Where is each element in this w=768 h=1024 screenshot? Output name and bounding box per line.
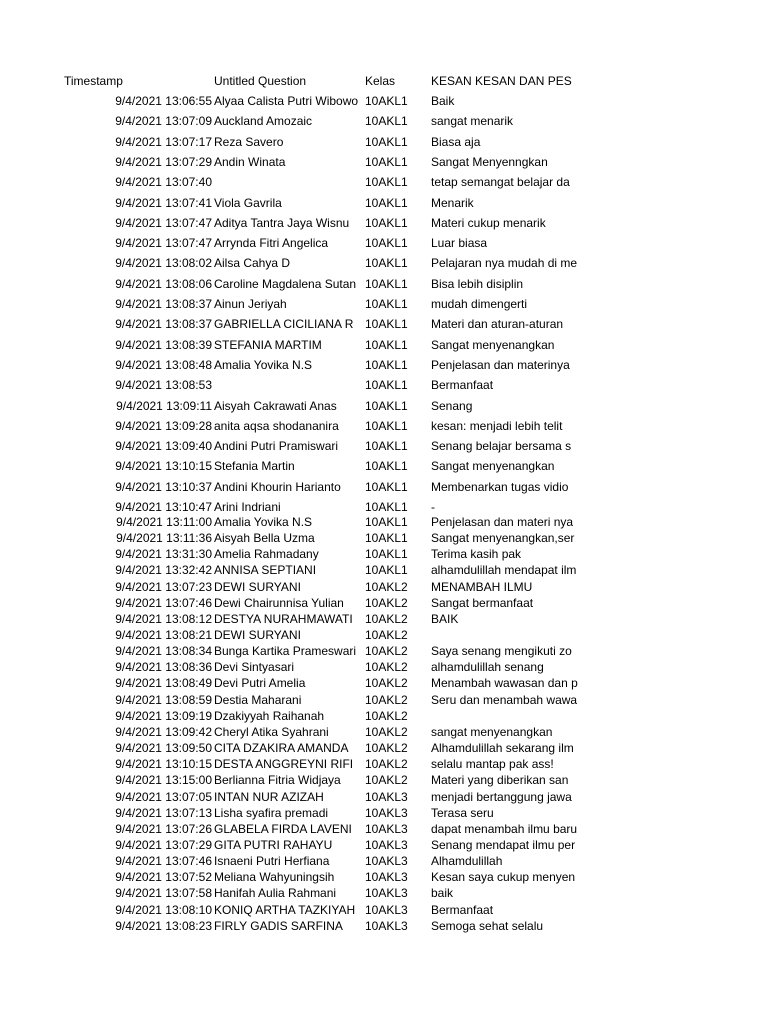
- cell-name: Ailsa Cahya D: [214, 256, 291, 270]
- cell-name: FIRLY GADIS SARFINA: [214, 919, 343, 933]
- cell-kesan: Sangat bermanfaat: [431, 596, 534, 610]
- cell-timestamp: 9/4/2021 13:07:26: [115, 822, 212, 836]
- cell-kelas: 10AKL1: [365, 317, 408, 331]
- cell-name: DEWI SURYANI: [214, 628, 301, 642]
- cell-name: Amalia Yovika N.S: [214, 358, 313, 372]
- cell-kelas: 10AKL1: [365, 419, 408, 433]
- header-timestamp: Timestamp: [64, 74, 123, 88]
- cell-timestamp: 9/4/2021 13:08:34: [115, 644, 212, 658]
- cell-kelas: 10AKL3: [365, 822, 408, 836]
- cell-name: Dewi Chairunnisa Yulian: [214, 596, 344, 610]
- cell-name: Viola Gavrila: [214, 196, 282, 210]
- cell-name: Cheryl Atika Syahrani: [214, 725, 329, 739]
- cell-timestamp: 9/4/2021 13:32:42: [115, 563, 212, 577]
- cell-timestamp: 9/4/2021 13:15:00: [115, 773, 212, 787]
- cell-kelas: 10AKL3: [365, 854, 408, 868]
- cell-kesan: menjadi bertanggung jawa: [431, 790, 572, 804]
- cell-kesan: mudah dimengerti: [431, 297, 528, 311]
- cell-name: INTAN NUR AZIZAH: [214, 790, 324, 804]
- cell-timestamp: 9/4/2021 13:09:50: [115, 741, 212, 755]
- cell-kesan: Terasa seru: [431, 806, 494, 820]
- header-untitled-question: Untitled Question: [214, 74, 307, 88]
- cell-kesan: Menambah wawasan dan p: [431, 676, 578, 690]
- cell-kesan: Baik: [431, 94, 455, 108]
- cell-kelas: 10AKL3: [365, 838, 408, 852]
- cell-kesan: sangat menarik: [431, 114, 514, 128]
- cell-name: GITA PUTRI RAHAYU: [214, 838, 333, 852]
- cell-timestamp: 9/4/2021 13:08:02: [115, 256, 212, 270]
- header-kelas: Kelas: [365, 74, 396, 88]
- cell-timestamp: 9/4/2021 13:07:46: [115, 854, 212, 868]
- cell-name: Hanifah Aulia Rahmani: [214, 886, 337, 900]
- cell-kesan: MENAMBAH ILMU: [431, 580, 533, 594]
- cell-name: DEWI SURYANI: [214, 580, 301, 594]
- cell-name: Andini Khourin Harianto: [214, 480, 341, 494]
- cell-kelas: 10AKL1: [365, 236, 408, 250]
- cell-kesan: alhamdulillah senang: [431, 660, 544, 674]
- cell-kesan: Alhamdulillah sekarang ilm: [431, 741, 574, 755]
- cell-kelas: 10AKL1: [365, 531, 408, 545]
- cell-timestamp: 9/4/2021 13:11:36: [116, 531, 212, 545]
- cell-kelas: 10AKL2: [365, 660, 408, 674]
- cell-name: Devi Putri Amelia: [214, 676, 306, 690]
- cell-timestamp: 9/4/2021 13:31:30: [115, 547, 212, 561]
- cell-kesan: Sangat menyenangkan,ser: [431, 531, 575, 545]
- cell-timestamp: 9/4/2021 13:09:42: [115, 725, 212, 739]
- cell-kelas: 10AKL2: [365, 676, 408, 690]
- cell-kelas: 10AKL1: [365, 399, 408, 413]
- cell-kelas: 10AKL2: [365, 773, 408, 787]
- cell-name: Andini Putri Pramiswari: [214, 439, 339, 453]
- cell-kelas: 10AKL3: [365, 790, 408, 804]
- cell-kelas: 10AKL1: [365, 563, 408, 577]
- cell-name: Amalia Yovika N.S: [214, 515, 313, 529]
- cell-kesan: Sangat Menyenngkan: [431, 155, 548, 169]
- cell-name: Aisyah Cakrawati Anas: [214, 399, 337, 413]
- cell-timestamp: 9/4/2021 13:07:47: [115, 236, 212, 250]
- cell-kelas: 10AKL1: [365, 378, 408, 392]
- cell-kelas: 10AKL2: [365, 741, 408, 755]
- cell-kelas: 10AKL1: [365, 175, 408, 189]
- header-kesan: KESAN KESAN DAN PES: [431, 74, 572, 88]
- cell-kelas: 10AKL1: [365, 256, 408, 270]
- cell-kesan: Biasa aja: [431, 135, 481, 149]
- cell-kesan: selalu mantap pak ass!: [431, 757, 554, 771]
- cell-name: Arini Indriani: [214, 500, 281, 514]
- cell-timestamp: 9/4/2021 13:07:46: [115, 596, 212, 610]
- cell-kesan: Senang belajar bersama s: [431, 439, 572, 453]
- cell-kesan: sangat menyenangkan: [431, 725, 553, 739]
- cell-name: Berlianna Fitria Widjaya: [214, 773, 341, 787]
- cell-timestamp: 9/4/2021 13:08:10: [115, 903, 212, 917]
- cell-name: Isnaeni Putri Herfiana: [214, 854, 330, 868]
- cell-timestamp: 9/4/2021 13:08:53: [115, 378, 212, 392]
- cell-timestamp: 9/4/2021 13:07:52: [115, 870, 212, 884]
- cell-kelas: 10AKL1: [365, 277, 408, 291]
- cell-timestamp: 9/4/2021 13:08:23: [115, 919, 212, 933]
- cell-name: KONIQ ARTHA TAZKIYAH: [214, 903, 356, 917]
- cell-name: Destia Maharani: [214, 693, 302, 707]
- cell-kelas: 10AKL2: [365, 628, 408, 642]
- cell-timestamp: 9/4/2021 13:07:41: [115, 196, 212, 210]
- cell-kelas: 10AKL1: [365, 297, 408, 311]
- cell-name: Arrynda Fitri Angelica: [214, 236, 329, 250]
- cell-kelas: 10AKL2: [365, 725, 408, 739]
- cell-name: Andin Winata: [214, 155, 286, 169]
- cell-kelas: 10AKL1: [365, 155, 408, 169]
- cell-timestamp: 9/4/2021 13:08:49: [115, 676, 212, 690]
- cell-name: DESTYA NURAHMAWATI: [214, 612, 353, 626]
- cell-kelas: 10AKL2: [365, 709, 408, 723]
- cell-timestamp: 9/4/2021 13:08:39: [115, 338, 212, 352]
- cell-name: GLABELA FIRDA LAVENI: [214, 822, 352, 836]
- cell-timestamp: 9/4/2021 13:07:13: [115, 806, 212, 820]
- cell-kesan: tetap semangat belajar da: [431, 175, 570, 189]
- cell-timestamp: 9/4/2021 13:10:15: [115, 459, 212, 473]
- cell-timestamp: 9/4/2021 13:07:29: [115, 155, 212, 169]
- cell-timestamp: 9/4/2021 13:07:23: [115, 580, 212, 594]
- cell-kelas: 10AKL1: [365, 358, 408, 372]
- cell-kesan: Kesan saya cukup menyen: [431, 870, 576, 884]
- cell-kesan: Membenarkan tugas vidio: [431, 480, 569, 494]
- cell-timestamp: 9/4/2021 13:10:37: [115, 480, 212, 494]
- cell-name: Auckland Amozaic: [214, 114, 313, 128]
- cell-name: Caroline Magdalena Sutan: [214, 277, 357, 291]
- cell-kesan: Penjelasan dan materi nya: [431, 515, 574, 529]
- cell-kesan: Materi yang diberikan san: [431, 773, 569, 787]
- cell-kesan: Menarik: [431, 196, 474, 210]
- cell-kelas: 10AKL1: [365, 480, 408, 494]
- cell-timestamp: 9/4/2021 13:09:28: [115, 419, 212, 433]
- cell-name: CITA DZAKIRA AMANDA: [214, 741, 349, 755]
- cell-kesan: Penjelasan dan materinya: [431, 358, 570, 372]
- cell-name: Stefania Martin: [214, 459, 295, 473]
- cell-timestamp: 9/4/2021 13:07:05: [115, 790, 212, 804]
- cell-name: GABRIELLA CICILIANA R: [214, 317, 354, 331]
- cell-kelas: 10AKL1: [365, 459, 408, 473]
- cell-kesan: Saya senang mengikuti zo: [431, 644, 572, 658]
- cell-timestamp: 9/4/2021 13:08:48: [115, 358, 212, 372]
- cell-name: Meliana Wahyuningsih: [214, 870, 335, 884]
- cell-timestamp: 9/4/2021 13:07:58: [115, 886, 212, 900]
- cell-kesan: Senang: [431, 399, 473, 413]
- cell-kelas: 10AKL1: [365, 135, 408, 149]
- cell-name: Aditya Tantra Jaya Wisnu: [214, 216, 350, 230]
- cell-kelas: 10AKL2: [365, 596, 408, 610]
- cell-timestamp: 9/4/2021 13:09:19: [115, 709, 212, 723]
- cell-kelas: 10AKL3: [365, 806, 408, 820]
- cell-kesan: Materi cukup menarik: [431, 216, 546, 230]
- cell-kesan: Seru dan menambah wawa: [431, 693, 578, 707]
- cell-timestamp: 9/4/2021 13:09:40: [115, 439, 212, 453]
- cell-name: Reza Savero: [214, 135, 284, 149]
- cell-name: anita aqsa shodananira: [214, 419, 339, 433]
- cell-name: Dzakiyyah Raihanah: [214, 709, 325, 723]
- cell-kelas: 10AKL2: [365, 757, 408, 771]
- cell-name: Devi Sintyasari: [214, 660, 295, 674]
- cell-timestamp: 9/4/2021 13:08:21: [115, 628, 212, 642]
- cell-kesan: -: [431, 500, 435, 514]
- cell-kelas: 10AKL3: [365, 886, 408, 900]
- cell-name: Bunga Kartika Prameswari: [214, 644, 357, 658]
- cell-kelas: 10AKL2: [365, 612, 408, 626]
- cell-timestamp: 9/4/2021 13:10:15: [115, 757, 212, 771]
- cell-timestamp: 9/4/2021 13:07:09: [115, 114, 212, 128]
- cell-kelas: 10AKL1: [365, 547, 408, 561]
- cell-name: Alyaa Calista Putri Wibowo: [214, 94, 359, 108]
- cell-kelas: 10AKL1: [365, 500, 408, 514]
- cell-timestamp: 9/4/2021 13:08:36: [115, 660, 212, 674]
- cell-kesan: Terima kasih pak: [431, 547, 522, 561]
- cell-kesan: Semoga sehat selalu: [431, 919, 544, 933]
- cell-kesan: Materi dan aturan-aturan: [431, 317, 564, 331]
- cell-kesan: Sangat menyenangkan: [431, 459, 555, 473]
- cell-timestamp: 9/4/2021 13:08:06: [115, 277, 212, 291]
- cell-name: Aisyah Bella Uzma: [214, 531, 315, 545]
- cell-timestamp: 9/4/2021 13:08:37: [115, 317, 212, 331]
- cell-kelas: 10AKL1: [365, 515, 408, 529]
- cell-kesan: alhamdulillah mendapat ilm: [431, 563, 577, 577]
- cell-kesan: Bermanfaat: [431, 378, 494, 392]
- cell-timestamp: 9/4/2021 13:07:47: [115, 216, 212, 230]
- cell-kelas: 10AKL3: [365, 919, 408, 933]
- cell-kesan: BAIK: [431, 612, 459, 626]
- cell-kelas: 10AKL1: [365, 196, 408, 210]
- cell-timestamp: 9/4/2021 13:06:55: [115, 94, 212, 108]
- cell-kelas: 10AKL1: [365, 439, 408, 453]
- cell-timestamp: 9/4/2021 13:07:29: [115, 838, 212, 852]
- cell-kesan: Pelajaran nya mudah di me: [431, 256, 578, 270]
- cell-name: DESTA ANGGREYNI RIFI: [214, 757, 354, 771]
- cell-timestamp: 9/4/2021 13:08:59: [115, 693, 212, 707]
- cell-name: STEFANIA MARTIM: [214, 338, 322, 352]
- cell-kesan: Alhamdulillah: [431, 854, 503, 868]
- cell-name: Amelia Rahmadany: [214, 547, 319, 561]
- cell-kelas: 10AKL1: [365, 338, 408, 352]
- cell-timestamp: 9/4/2021 13:08:37: [115, 297, 212, 311]
- cell-kesan: dapat menambah ilmu baru: [431, 822, 578, 836]
- cell-kelas: 10AKL2: [365, 693, 408, 707]
- cell-kelas: 10AKL1: [365, 94, 408, 108]
- cell-kesan: Sangat menyenangkan: [431, 338, 555, 352]
- cell-kesan: Luar biasa: [431, 236, 488, 250]
- cell-kelas: 10AKL3: [365, 903, 408, 917]
- cell-kesan: baik: [431, 886, 454, 900]
- cell-kesan: Bisa lebih disiplin: [431, 277, 524, 291]
- cell-timestamp: 9/4/2021 13:10:47: [115, 500, 212, 514]
- cell-name: Lisha syafira premadi: [214, 806, 329, 820]
- cell-kelas: 10AKL1: [365, 216, 408, 230]
- cell-timestamp: 9/4/2021 13:07:40: [115, 175, 212, 189]
- cell-timestamp: 9/4/2021 13:11:00: [116, 515, 212, 529]
- cell-kesan: kesan: menjadi lebih telit: [431, 419, 563, 433]
- cell-timestamp: 9/4/2021 13:07:17: [115, 135, 212, 149]
- cell-kesan: Bermanfaat: [431, 903, 494, 917]
- cell-name: Ainun Jeriyah: [214, 297, 287, 311]
- cell-kelas: 10AKL2: [365, 580, 408, 594]
- cell-timestamp: 9/4/2021 13:09:11: [116, 399, 212, 413]
- cell-timestamp: 9/4/2021 13:08:12: [115, 612, 212, 626]
- cell-kesan: Senang mendapat ilmu per: [431, 838, 576, 852]
- cell-kelas: 10AKL1: [365, 114, 408, 128]
- cell-kelas: 10AKL3: [365, 870, 408, 884]
- cell-name: ANNISA SEPTIANI: [214, 563, 317, 577]
- cell-kelas: 10AKL2: [365, 644, 408, 658]
